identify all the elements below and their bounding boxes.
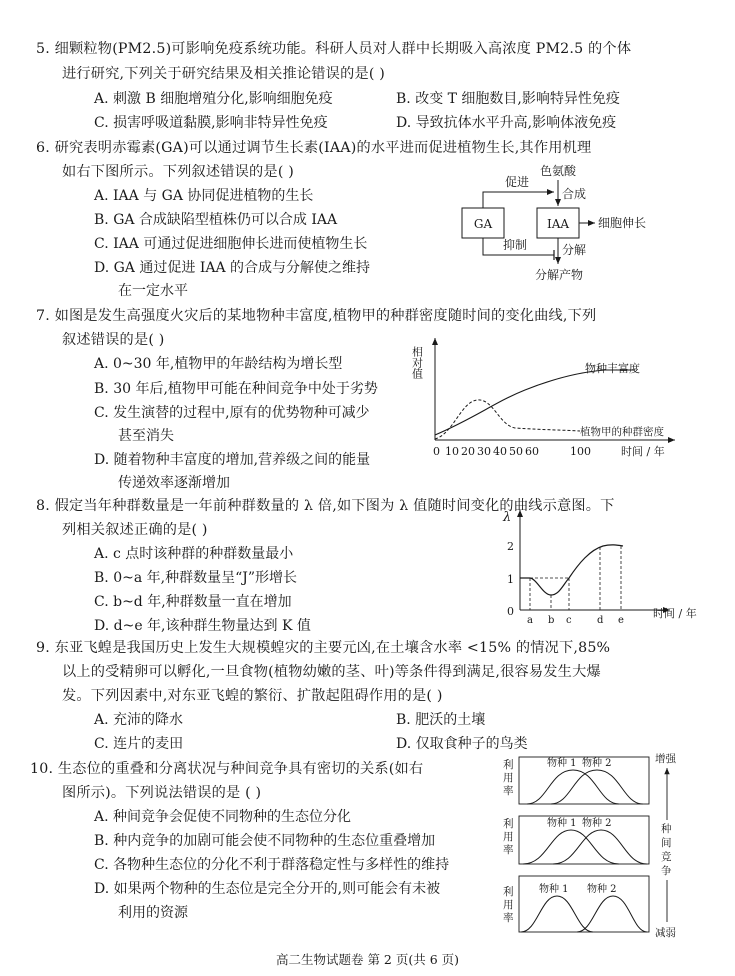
q10-p3-ylabel-2: 用	[503, 899, 514, 911]
q10-p2-ylabel-1: 利	[503, 818, 514, 830]
q5-stem-line1: 5. 细颗粒物(PM2.5)可影响免疫系统功能。科研人员对人群中长期吸入高浓度 PM2.5 的个体	[36, 41, 632, 57]
q10-p2-curve-1	[523, 830, 619, 864]
q8-ytick-0: 0	[507, 605, 514, 618]
q7-option-b: B. 30 年后,植物甲可能在种间竞争中处于劣势	[94, 381, 378, 397]
q6-option-a: A. IAA 与 GA 协同促进植物的生长	[94, 188, 314, 204]
q8-chart	[495, 505, 720, 630]
q8-ytick-2: 2	[507, 540, 514, 553]
q8-stem-line2: 列相关叙述正确的是( )	[62, 522, 208, 538]
q8-stem-line1: 8. 假定当年种群数量是一年前种群数量的 λ 倍,如下图为 λ 值随时间变化的曲线示意图。下	[36, 498, 615, 514]
q7-y-label: 相对值	[410, 346, 424, 379]
q10-p3-ylabel-3: 率	[503, 912, 514, 924]
q10-stem-line1: 10. 生态位的重叠和分离状况与种间竞争具有密切的关系(如右	[30, 761, 424, 777]
q10-option-a: A. 种间竞争会促使不同物种的生态位分化	[94, 809, 352, 825]
q10-p3-curve-1	[521, 896, 593, 932]
q5-stem-line2: 进行研究,下列关于研究结果及相关推论错误的是( )	[62, 66, 386, 82]
q8-option-c: C. b~d 年,种群数量一直在增加	[94, 594, 292, 610]
q6-stem-line2: 如右下图所示。下列叙述错误的是( )	[62, 164, 294, 180]
q5-option-c: C. 损害呼吸道黏膜,影响非特异性免疫	[94, 115, 328, 131]
q5-option-a: A. 刺激 B 细胞增殖分化,影响细胞免疫	[94, 91, 333, 107]
q10-mid-label-1: 种	[661, 823, 672, 835]
q10-p1-sp2: 物种 2	[582, 758, 612, 769]
q10-p2-ylabel-2: 用	[503, 831, 514, 843]
q10-option-b: B. 种内竞争的加剧可能会使不同物种的生态位重叠增加	[94, 833, 436, 849]
q10-niche-figure	[495, 752, 720, 942]
q8-xtick-d: d	[597, 615, 604, 626]
q8-y-label: λ	[503, 510, 512, 525]
q7-stem-line1: 7. 如图是发生高强度火灾后的某地物种丰富度,植物甲的种群密度随时间的变化曲线,下列	[36, 308, 597, 324]
q10-mid-label-2: 间	[661, 837, 672, 849]
q8-option-a: A. c 点时该种群的种群数量最小	[94, 546, 294, 562]
q7-option-a: A. 0~30 年,植物甲的年龄结构为增长型	[94, 356, 343, 372]
q8-ytick-1: 1	[507, 573, 514, 586]
decompose-label: 分解	[562, 243, 587, 257]
q7-density-curve	[435, 400, 580, 439]
q8-x-label: 时间 / 年	[653, 607, 697, 620]
q7-tick-30: 30	[477, 445, 491, 458]
q10-mid-label-3: 竞	[661, 851, 672, 863]
q10-p1-ylabel-1: 利	[503, 759, 514, 771]
q10-p3-sp1: 物种 1	[539, 884, 569, 895]
q9-option-a: A. 充沛的降水	[94, 712, 184, 728]
q10-p2-curve-2	[553, 830, 647, 864]
q7-stem-line2: 叙述错误的是( )	[62, 332, 165, 348]
iaa-label: IAA	[546, 217, 570, 231]
q8-xtick-c: c	[566, 615, 572, 626]
inhibit-label: 抑制	[503, 238, 528, 252]
q7-option-d-line2: 传递效率逐渐增加	[118, 475, 230, 491]
products-label: 分解产物	[535, 268, 584, 282]
q7-tick-50: 50	[509, 445, 523, 458]
page-footer: 高二生物试题卷 第 2 页(共 6 页)	[275, 952, 460, 967]
q10-p1-ylabel-2: 用	[503, 772, 514, 784]
tryptophan-label: 色氨酸	[539, 164, 577, 178]
q6-option-b: B. GA 合成缺陷型植株仍可以合成 IAA	[94, 212, 338, 228]
q10-mid-label-4: 争	[661, 865, 672, 877]
q10-strong-label: 增强	[655, 753, 676, 765]
q6-option-c: C. IAA 可通过促进细胞伸长进而使植物生长	[94, 236, 368, 252]
q7-tick-40: 40	[493, 445, 507, 458]
q9-option-b: B. 肥沃的土壤	[396, 712, 486, 728]
elongation-label: 细胞伸长	[598, 216, 647, 230]
q6-stem-line1: 6. 研究表明赤霉素(GA)可以通过调节生长素(IAA)的水平进而促进植物生长,其作用机理	[36, 140, 592, 156]
synthesis-label: 合成	[562, 187, 587, 201]
q7-option-d-line1: D. 随着物种丰富度的增加,营养级之间的能量	[94, 452, 371, 468]
q9-option-c: C. 连片的麦田	[94, 736, 184, 752]
promote-arrow	[483, 192, 554, 208]
q8-option-d: D. d~e 年,该种群生物量达到 K 值	[94, 618, 311, 634]
q7-tick-0: 0	[433, 445, 440, 458]
q6-mechanism-diagram	[455, 160, 700, 285]
q5-option-b: B. 改变 T 细胞数目,影响特异性免疫	[396, 91, 620, 107]
q8-option-b: B. 0~a 年,种群数量呈“J”形增长	[94, 570, 297, 586]
ga-label: GA	[473, 217, 493, 231]
q9-stem-line3: 发。下列因素中,对东亚飞蝗的繁衍、扩散起阻碍作用的是( )	[62, 688, 443, 704]
q10-p2-sp2: 物种 2	[582, 818, 612, 829]
q8-xtick-e: e	[618, 615, 624, 626]
q7-option-c-line2: 甚至消失	[118, 428, 174, 444]
q10-weak-label: 减弱	[655, 927, 676, 939]
q9-stem-line1: 9. 东亚飞蝗是我国历史上发生大规模蝗灾的主要元凶,在土壤含水率 <15% 的情况下,85%	[36, 640, 611, 656]
q6-option-d-line2: 在一定水平	[118, 283, 188, 299]
q8-xtick-b: b	[548, 615, 555, 626]
q7-tick-60: 60	[525, 445, 539, 458]
q10-p1-ylabel-3: 率	[503, 785, 514, 797]
q10-option-d-line2: 利用的资源	[118, 905, 188, 921]
q10-p2-sp1: 物种 1	[547, 818, 577, 829]
q10-option-d-line1: D. 如果两个物种的生态位是完全分开的,则可能会有未被	[94, 881, 441, 897]
q10-stem-line2: 图所示)。下列说法错误的是 ( )	[62, 785, 262, 801]
q10-p3-ylabel-1: 利	[503, 886, 514, 898]
q6-option-d-line1: D. GA 通过促进 IAA 的合成与分解使之维持	[94, 260, 371, 276]
q10-p1-sp1: 物种 1	[547, 758, 577, 769]
promote-label: 促进	[505, 175, 530, 189]
q10-option-c: C. 各物种生态位的分化不利于群落稳定性与多样性的维持	[94, 857, 450, 873]
q7-option-c-line1: C. 发生演替的过程中,原有的优势物种可减少	[94, 405, 370, 421]
q7-x-label: 时间 / 年	[621, 445, 665, 458]
q10-p2-ylabel-3: 率	[503, 844, 514, 856]
q7-tick-10: 10	[445, 445, 459, 458]
q7-chart	[405, 330, 715, 465]
q10-p3-sp2: 物种 2	[587, 884, 617, 895]
q5-option-d: D. 导致抗体水平升高,影响体液免疫	[396, 115, 617, 131]
q7-density-label: 植物甲的种群密度	[580, 426, 664, 438]
q7-richness-label: 物种丰富度	[585, 362, 640, 375]
q8-xtick-a: a	[527, 615, 533, 626]
q9-stem-line2: 以上的受精卵可以孵化,一旦食物(植物幼嫩的茎、叶)等条件得到满足,很容易发生大爆	[62, 664, 601, 680]
q7-tick-20: 20	[461, 445, 475, 458]
q8-lambda-curve	[520, 545, 623, 595]
q10-p3-curve-2	[577, 896, 647, 932]
q9-option-d: D. 仅取食种子的鸟类	[396, 736, 528, 752]
q7-tick-100: 100	[570, 445, 591, 458]
